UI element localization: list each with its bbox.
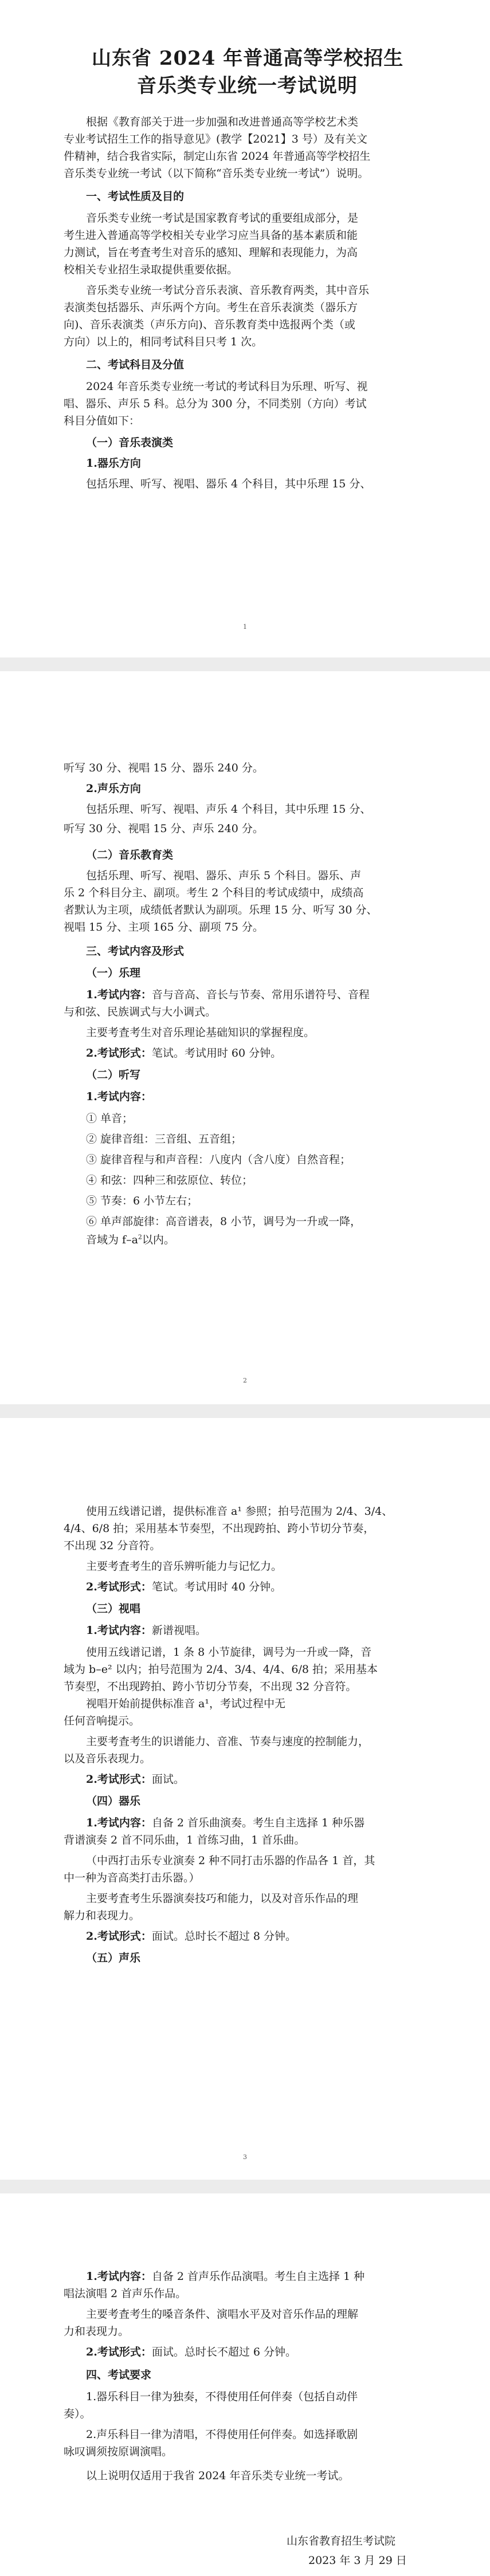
body-line: 主要考査考生的识谱能力、音准、节奏与速度的控制能力， [86,1735,370,1748]
body-line [86,1929,296,1944]
label-exam-form: 2.考试形式： [86,1047,152,1059]
body-line: 考生进入普通高等学校相关专业学习应当具备的基本素质和能 [64,229,358,242]
body-line: 包括乐理、听写、视唱、器乐 4 个科目，其中乐理 15 分、 [86,478,371,490]
body-line: 表演类包括器乐、声乐两个方向。考生在音乐表演类（器乐方 [64,301,358,314]
body-text: 面试。总时长不超过 6 分钟。 [151,2346,297,2358]
label-exam-form: 2.考试形式： [86,2346,152,2358]
subsection-heading: （三）视唱 [86,1602,141,1615]
body-line: 以及音乐表现力。 [64,1752,151,1765]
list-item: ③ 旋律音程与和声音程：八度内（含八度）自然音程； [86,1153,351,1166]
doc-title-line-2: 音乐类专业统一考试说明 [137,74,358,97]
body-line: 向)、音乐表演类（声乐方向)、音乐教育类中选报两个类（或 [64,318,355,331]
body-line: 乐 2 个科目分主、副项。考生 2 个科目的考试成绩中，成绩高 [64,887,364,899]
body-text: 笔试。考试用时 40 分钟。 [151,1581,282,1593]
body-line: 域为 b–e² 以内；拍号范围为 2/4、3/4、4/4、6/8 拍；采用基本 [64,1663,378,1676]
list-item: ⑥ 单声部旋律：高音谱表，8 小节，调号为一升或一降， [86,1215,362,1228]
body-text: 自备 2 首乐曲演奏。考生自主选择 1 种乐器 [151,1817,365,1829]
subsection-heading: （二）听写 [86,1069,141,1081]
body-line: 主要考査考生对音乐理论基础知识的掌握程度。 [86,1026,315,1039]
body-line [86,1580,281,1594]
body-line: 4/4、6/8 拍；采用基本节奏型，不出现跨拍、跨小节切分节奏， [64,1522,375,1535]
body-line: 者默认为主项，成绩低者默认为副项。乐理 15 分、听写 30 分、 [64,904,378,916]
section-heading-2: 二、考试科目及分值 [86,359,185,371]
body-line: 校相关专业招生录取提供重要依据。 [64,263,238,276]
page-gap [0,2180,490,2193]
body-line: 唱、器乐、声乐 5 科。总分为 300 分，不同类别（方向）考试 [64,397,367,410]
label-exam-content: 1.考试内容： [86,988,152,1001]
subsection-heading: （四）器乐 [86,1795,141,1807]
subsection-heading: （一）音乐表演类 [86,436,174,449]
list-item: ⑤ 节奏：6 小节左右； [86,1195,198,1207]
label-exam-content: 1.考试内容： [86,2270,152,2283]
subsection-heading: （五）声乐 [86,1952,141,1964]
page-number: 2 [243,1377,247,1384]
body-line [86,987,370,1002]
body-line: 2.声乐科目一律为清唱，不得使用任何伴奏。如选择歌剧 [86,2428,358,2441]
section-heading-4: 四、考试要求 [86,2369,152,2381]
body-line: 主要考査考生乐器演奏技巧和能力，以及对音乐作品的理 [86,1892,359,1905]
body-line: 音乐类专业统一考试分音乐表演、音乐教育两类，其中音乐 [86,284,370,297]
label-exam-form: 2.考试形式： [86,1581,152,1593]
body-text: 面试。总时长不超过 8 分钟。 [151,1930,297,1943]
body-text: 面试。 [151,1773,185,1786]
body-line: 力测试，旨在考査考生对音乐的感知、理解和表现能力，为高 [64,246,358,259]
body-line: 听写 30 分、视唱 15 分、器乐 240 分。 [64,762,264,774]
body-line [86,2345,296,2360]
body-line: 科目分值如下： [64,415,140,427]
superscript: 2 [138,1233,142,1241]
label-exam-content: 1.考试内容： [86,1624,152,1637]
body-text: 音与音高、音长与节奏、常用乐谱符号、音程 [151,988,370,1001]
body-line: 奏）。 [64,2408,91,2420]
body-line: 使用五线谱记谱，1 条 8 小节旋律，调号为一升或一降，音 [86,1646,372,1659]
body-line: 中一种为音高类打击乐器。） [64,1872,200,1884]
body-line: 听写 30 分、视唱 15 分、声乐 240 分。 [64,822,264,835]
body-line [86,1772,185,1787]
list-item: ④ 和弦：四种三和弦原位、转位； [86,1174,253,1187]
subsection-heading: （二）音乐教育类 [86,849,174,861]
body-line: 节奏型，不出现跨拍、跨小节切分节奏，不出现 32 分音符。 [64,1680,357,1693]
closing-line: 以上说明仅适用于我省 2024 年音乐类专业统一考试。 [86,2469,350,2482]
body-line: 背谱演奏 2 首不同乐曲，1 首练习曲，1 首乐曲。 [64,1834,305,1846]
body-line: 主要考査考生的嗓音条件、演唱水平及对音乐作品的理解 [86,2308,359,2321]
body-line: 任何音响提示。 [64,1715,140,1727]
body-line: 解力和表现力。 [64,1909,140,1922]
page-gap [0,657,490,671]
body-line: 主要考査考生的音乐辨听能力与记忆力。 [86,1560,283,1573]
body-line: 视唱开始前提供标准音 a¹，考试过程中无 [86,1697,285,1710]
body-line [86,2269,364,2284]
body-text: 音域为 f–a [86,1234,138,1246]
body-line: 方向）以上的，相同考试科目只考 1 次。 [64,336,263,348]
page-gap [0,1404,490,1418]
body-line: 使用五线谱记谱，提供标准音 a¹ 参照；拍号范围为 2/4、3/4、 [86,1505,393,1518]
body-line [86,1815,364,1830]
body-line [86,1046,281,1061]
section-heading-1: 一、考试性质及目的 [86,190,185,203]
body-line: 包括乐理、听写、视唱、声乐 4 个科目，其中乐理 15 分、 [86,803,371,816]
page-number: 3 [243,2153,247,2161]
page-number: 1 [243,623,247,631]
body-line: 咏叹调须按原调演唱。 [64,2445,173,2458]
list-item: ① 单音； [86,1112,134,1125]
intro-line: 音乐类专业统一考试（以下简称“音乐类专业统一考试”）说明。 [64,167,369,180]
label-exam-content: 1.考试内容： [86,1090,152,1103]
section-heading-3: 三、考试内容及形式 [86,945,185,958]
body-line: 2024 年音乐类专业统一考试的考试科目为乐理、听写、视 [86,380,368,393]
body-text: 以内。 [142,1234,175,1246]
label-exam-form: 2.考试形式： [86,1930,152,1943]
subsection-heading: 2.声乐方向 [86,782,141,795]
doc-title-line-1: 山东省 2024 年普通高等学校招生 [92,47,404,70]
page-4 [0,2193,490,2576]
body-line: 视唱 15 分、主项 165 分、副项 75 分。 [64,921,264,933]
body-line: 与和弦、民族调式与大小调式。 [64,1006,217,1018]
body-line: 不出现 32 分音符。 [64,1539,161,1552]
intro-line: 根据《教育部关于进一步加强和改进普通高等学校艺术类 [86,116,359,128]
subsection-heading: （一）乐理 [86,967,141,979]
list-item: ② 旋律音组：三音组、五音组； [86,1133,242,1145]
body-text: 新谱视唱。 [151,1624,206,1637]
body-line: 1.器乐科目一律为独奏，不得使用任何伴奏（包括自动伴 [86,2390,358,2403]
label-exam-form: 2.考试形式： [86,1773,152,1786]
body-line: 唱法演唱 2 首声乐作品。 [64,2287,187,2300]
body-line: （中西打击乐专业演奏 2 种不同打击乐器的作品各 1 首，其 [86,1854,375,1867]
intro-line: 专业考试招生工作的指导意见》(教学【2021】3 号）及有关文 [64,133,367,145]
body-text: 笔试。考试用时 60 分钟。 [151,1047,282,1059]
body-line [86,1623,206,1638]
body-text: 自备 2 首声乐作品演唱。考生自主选择 1 种 [151,2270,365,2283]
subsection-heading: 1.器乐方向 [86,457,141,470]
body-line: 力和表现力。 [64,2325,130,2338]
intro-line: 件精神，结合我省实际，制定山东省 2024 年普通高等学校招生 [64,150,371,163]
signature-date: 2023 年 3 月 29 日 [308,2554,407,2567]
signature-org: 山东省教育招生考试院 [287,2535,396,2547]
body-line: 音乐类专业统一考试是国家教育考试的重要组成部分，是 [86,212,359,224]
body-line [86,1232,175,1247]
label-exam-content: 1.考试内容： [86,1817,152,1829]
body-line: 包括乐理、听写、视唱、器乐、声乐 5 个科目。器乐、声 [86,869,362,882]
